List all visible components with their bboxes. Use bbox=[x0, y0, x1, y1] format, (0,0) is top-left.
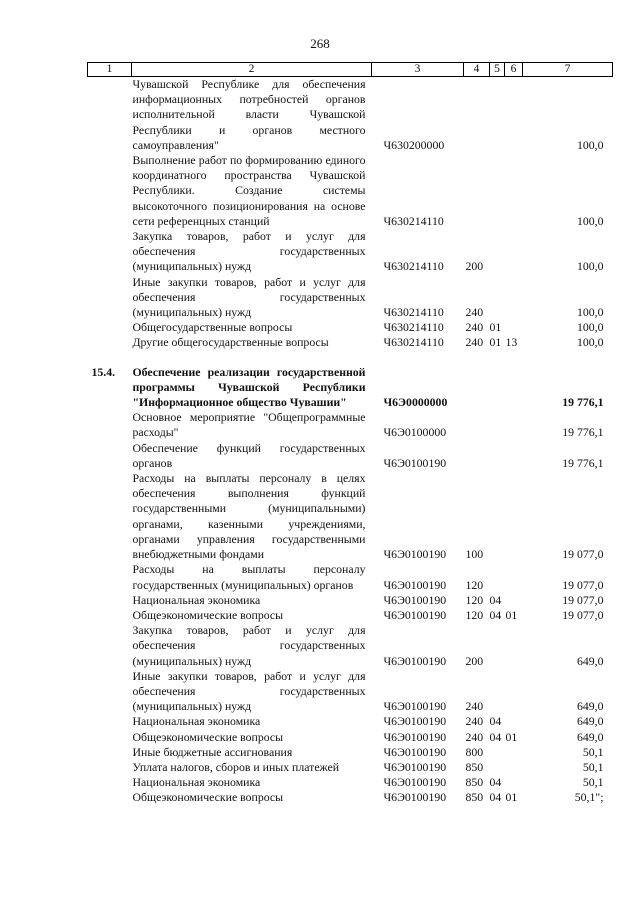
section-code-cell bbox=[490, 669, 505, 715]
section-code-cell bbox=[490, 441, 505, 471]
row-name-cell: Общегосударственные вопросы bbox=[132, 320, 293, 335]
row-number-cell bbox=[88, 471, 132, 562]
row-name-cell: Закупка товаров, работ и услуг для обеспечения государственных (муниципальных) нужд bbox=[132, 229, 366, 274]
expense-type-cell: 850 bbox=[465, 759, 484, 774]
section-code-cell bbox=[490, 153, 505, 229]
table-row bbox=[88, 775, 613, 790]
amount-cell: 19 776,1 bbox=[562, 455, 604, 470]
expense-type-cell: 200 bbox=[465, 653, 484, 668]
row-spacer bbox=[88, 351, 613, 365]
expense-type-cell: 240 bbox=[465, 699, 484, 714]
section-code-cell: 04 bbox=[489, 775, 502, 790]
target-code-cell: Ч630200000 bbox=[383, 137, 445, 152]
target-code-cell: Ч630214110 bbox=[383, 305, 444, 320]
table-row bbox=[88, 229, 613, 275]
target-code-cell: Ч6Э0100190 bbox=[383, 729, 447, 744]
amount-cell: 649,0 bbox=[576, 699, 604, 714]
subsection-code-cell: 01 bbox=[505, 729, 518, 744]
amount-cell: 100,0 bbox=[576, 259, 604, 274]
row-name-cell: Другие общегосударственные вопросы bbox=[132, 335, 329, 350]
expense-type-cell: 240 bbox=[465, 305, 484, 320]
expense-type-cell: 240 bbox=[465, 729, 484, 744]
target-code-cell: Ч6Э0100190 bbox=[383, 547, 447, 562]
subsection-code-cell bbox=[505, 153, 523, 229]
expense-type-cell: 850 bbox=[465, 775, 484, 790]
amount-cell: 19 077,0 bbox=[562, 547, 604, 562]
section-code-cell bbox=[490, 275, 505, 321]
expense-type-cell: 240 bbox=[465, 335, 484, 350]
section-code-cell bbox=[490, 471, 505, 562]
table-row bbox=[88, 335, 613, 350]
target-code-cell: Ч6Э0100190 bbox=[383, 577, 447, 592]
row-name-cell: Расходы на выплаты персоналу государственных (муниципальных) органов bbox=[132, 562, 366, 592]
expense-type-cell: 120 bbox=[465, 607, 484, 622]
expense-type-cell bbox=[464, 410, 490, 440]
expense-type-cell: 240 bbox=[465, 714, 484, 729]
row-name-cell: Общеэкономические вопросы bbox=[132, 607, 284, 622]
target-code-cell: Ч6Э0100190 bbox=[383, 759, 447, 774]
row-number-cell bbox=[88, 760, 132, 775]
expense-type-cell: 200 bbox=[465, 259, 484, 274]
row-name-cell: Национальная экономика bbox=[132, 714, 261, 729]
expense-type-cell bbox=[464, 153, 490, 229]
row-number-cell: 15.4. bbox=[91, 364, 116, 379]
row-name-cell: Национальная экономика bbox=[132, 592, 261, 607]
table-row bbox=[88, 441, 613, 471]
target-code-cell: Ч6Э0100190 bbox=[383, 607, 447, 622]
row-number-cell bbox=[88, 623, 132, 669]
row-name-cell: Закупка товаров, работ и услуг для обеспечения государственных (муниципальных) нужд bbox=[132, 623, 366, 668]
amount-cell: 649,0 bbox=[576, 714, 604, 729]
target-code-cell: Ч6Э0100190 bbox=[383, 699, 447, 714]
row-number-cell bbox=[88, 441, 132, 471]
header-cell-7: 7 bbox=[523, 63, 613, 77]
spacer-cell bbox=[88, 351, 613, 365]
section-code-cell: 04 bbox=[489, 592, 502, 607]
row-number-cell bbox=[88, 745, 132, 760]
target-code-cell: Ч6Э0100190 bbox=[383, 455, 447, 470]
target-code-cell: Ч630214110 bbox=[383, 213, 444, 228]
table-row bbox=[88, 593, 613, 608]
row-name-cell: Расходы на выплаты персоналу в целях обеспечения выполнения функций государственными (муниципальными) органами, казенными учреждениями, органами управления государственными внебюджетными фондами bbox=[132, 471, 366, 562]
table-row bbox=[88, 714, 613, 729]
table-row bbox=[88, 153, 613, 229]
row-number-cell bbox=[88, 153, 132, 229]
section-code-cell: 01 bbox=[489, 335, 502, 350]
row-name-cell: Обеспечение реализации государственной программы Чувашской Республики "Информационное общество Чувашии" bbox=[132, 364, 366, 410]
amount-cell: 100,0 bbox=[576, 305, 604, 320]
row-number-cell bbox=[88, 730, 132, 745]
section-code-cell: 04 bbox=[489, 729, 502, 744]
expense-type-cell bbox=[464, 441, 490, 471]
target-code-cell: Ч630214110 bbox=[383, 320, 444, 335]
table-row bbox=[88, 471, 613, 562]
table-row bbox=[88, 608, 613, 623]
target-code-cell: Ч630214110 bbox=[383, 335, 444, 350]
section-code-cell: 04 bbox=[489, 790, 502, 805]
amount-cell: 100,0 bbox=[576, 320, 604, 335]
expense-type-cell: 850 bbox=[465, 790, 484, 805]
row-name-cell: Основное мероприятие "Общепрограммные расходы" bbox=[132, 410, 366, 440]
subsection-code-cell: 01 bbox=[505, 607, 518, 622]
table-row bbox=[88, 730, 613, 745]
target-code-cell: Ч6Э0000000 bbox=[383, 395, 448, 410]
subsection-code-cell bbox=[505, 320, 523, 335]
amount-cell: 19 776,1 bbox=[562, 425, 604, 440]
target-code-cell: Ч6Э0100190 bbox=[383, 714, 447, 729]
expense-type-cell: 120 bbox=[465, 592, 484, 607]
header-cell-6: 6 bbox=[505, 63, 523, 77]
table-row bbox=[88, 623, 613, 669]
expense-type-cell: 120 bbox=[465, 577, 484, 592]
table-row bbox=[88, 745, 613, 760]
expense-type-cell: 800 bbox=[465, 744, 484, 759]
row-number-cell bbox=[88, 790, 132, 805]
section-code-cell bbox=[490, 562, 505, 592]
row-name-cell: Национальная экономика bbox=[132, 775, 261, 790]
amount-cell: 50,1 bbox=[582, 775, 604, 790]
expense-type-cell bbox=[464, 77, 490, 154]
page-number: 268 bbox=[310, 36, 330, 51]
table-row bbox=[88, 669, 613, 715]
amount-cell: 19 077,0 bbox=[562, 592, 604, 607]
subsection-code-cell bbox=[505, 593, 523, 608]
row-number-cell bbox=[88, 562, 132, 592]
subsection-code-cell bbox=[505, 562, 523, 592]
row-number-cell bbox=[88, 775, 132, 790]
subsection-code-cell bbox=[505, 229, 523, 275]
row-number-cell bbox=[88, 275, 132, 321]
table-row bbox=[88, 790, 613, 805]
expense-type-cell: 100 bbox=[465, 547, 484, 562]
target-code-cell: Ч6Э0100190 bbox=[383, 653, 447, 668]
table-row bbox=[88, 760, 613, 775]
section-code-cell bbox=[490, 745, 505, 760]
row-number-cell bbox=[88, 608, 132, 623]
section-code-cell bbox=[490, 760, 505, 775]
row-name-cell: Общеэкономические вопросы bbox=[132, 729, 284, 744]
expense-type-cell: 240 bbox=[465, 320, 484, 335]
amount-cell: 100,0 bbox=[576, 213, 604, 228]
subsection-code-cell bbox=[505, 745, 523, 760]
table-row bbox=[88, 410, 613, 440]
row-name-cell: Иные бюджетные ассигнования bbox=[132, 744, 293, 759]
row-number-cell bbox=[88, 77, 132, 154]
amount-cell: 19 077,0 bbox=[562, 607, 604, 622]
budget-table bbox=[87, 62, 613, 806]
header-cell-2: 2 bbox=[132, 63, 372, 77]
target-code-cell: Ч6Э0100190 bbox=[383, 775, 447, 790]
row-number-cell bbox=[88, 669, 132, 715]
column-number-header bbox=[88, 63, 613, 77]
amount-cell: 50,1 bbox=[582, 759, 604, 774]
section-code-cell: 01 bbox=[489, 320, 502, 335]
row-name-cell: Обеспечение функций государственных органов bbox=[132, 440, 366, 470]
table-row bbox=[88, 562, 613, 592]
subsection-code-cell: 01 bbox=[505, 790, 518, 805]
row-name-cell: Уплата налогов, сборов и иных платежей bbox=[132, 759, 340, 774]
subsection-code-cell bbox=[505, 760, 523, 775]
section-code-cell bbox=[490, 229, 505, 275]
table-row bbox=[88, 365, 613, 411]
subsection-code-cell bbox=[505, 77, 523, 154]
row-number-cell bbox=[88, 320, 132, 335]
table-row bbox=[88, 320, 613, 335]
amount-cell: 100,0 bbox=[576, 335, 604, 350]
subsection-code-cell bbox=[505, 669, 523, 715]
row-name-cell: Общеэкономические вопросы bbox=[132, 790, 284, 805]
target-code-cell: Ч6Э0100190 bbox=[383, 790, 447, 805]
header-cell-3: 3 bbox=[372, 63, 464, 77]
subsection-code-cell bbox=[505, 714, 523, 729]
row-number-cell bbox=[88, 410, 132, 440]
row-number-cell bbox=[88, 714, 132, 729]
subsection-code-cell bbox=[505, 275, 523, 321]
amount-cell: 19 077,0 bbox=[562, 577, 604, 592]
subsection-code-cell bbox=[505, 623, 523, 669]
section-code-cell: 04 bbox=[489, 607, 502, 622]
amount-cell: 50,1 bbox=[582, 744, 604, 759]
section-code-cell bbox=[490, 623, 505, 669]
row-name-cell: Чувашской Республике для обеспечения информационных потребностей органов исполнительной власти Чувашской Республики и органов местного самоуправления" bbox=[132, 77, 366, 152]
row-number-cell bbox=[88, 335, 132, 350]
section-code-cell: 04 bbox=[489, 714, 502, 729]
section-code-cell bbox=[490, 410, 505, 440]
row-number-cell bbox=[88, 229, 132, 275]
row-name-cell: Иные закупки товаров, работ и услуг для обеспечения государственных (муниципальных) нужд bbox=[132, 668, 366, 714]
subsection-code-cell bbox=[505, 441, 523, 471]
expense-type-cell bbox=[464, 365, 490, 411]
target-code-cell: Ч630214110 bbox=[383, 259, 444, 274]
table-row bbox=[88, 77, 613, 154]
amount-cell: 100,0 bbox=[576, 137, 604, 152]
amount-cell: 19 776,1 bbox=[562, 395, 604, 410]
subsection-code-cell bbox=[505, 471, 523, 562]
subsection-code-cell bbox=[505, 365, 523, 411]
subsection-code-cell bbox=[505, 410, 523, 440]
header-cell-1: 1 bbox=[88, 63, 132, 77]
amount-cell: 50,1"; bbox=[574, 790, 604, 805]
target-code-cell: Ч6Э0100190 bbox=[383, 592, 447, 607]
row-name-cell: Иные закупки товаров, работ и услуг для обеспечения государственных (муниципальных) нужд bbox=[132, 274, 366, 320]
row-number-cell bbox=[88, 593, 132, 608]
target-code-cell: Ч6Э0100000 bbox=[383, 425, 447, 440]
header-cell-4: 4 bbox=[464, 63, 490, 77]
section-code-cell bbox=[490, 77, 505, 154]
amount-cell: 649,0 bbox=[576, 729, 604, 744]
subsection-code-cell bbox=[505, 775, 523, 790]
amount-cell: 649,0 bbox=[576, 653, 604, 668]
header-cell-5: 5 bbox=[490, 63, 505, 77]
table-row bbox=[88, 275, 613, 321]
section-code-cell bbox=[490, 365, 505, 411]
row-name-cell: Выполнение работ по формированию единого координатного пространства Чувашской Республики. Создание системы высокоточного позиционирования на основе сети референцных станций bbox=[132, 153, 366, 228]
subsection-code-cell: 13 bbox=[505, 335, 518, 350]
target-code-cell: Ч6Э0100190 bbox=[383, 744, 447, 759]
